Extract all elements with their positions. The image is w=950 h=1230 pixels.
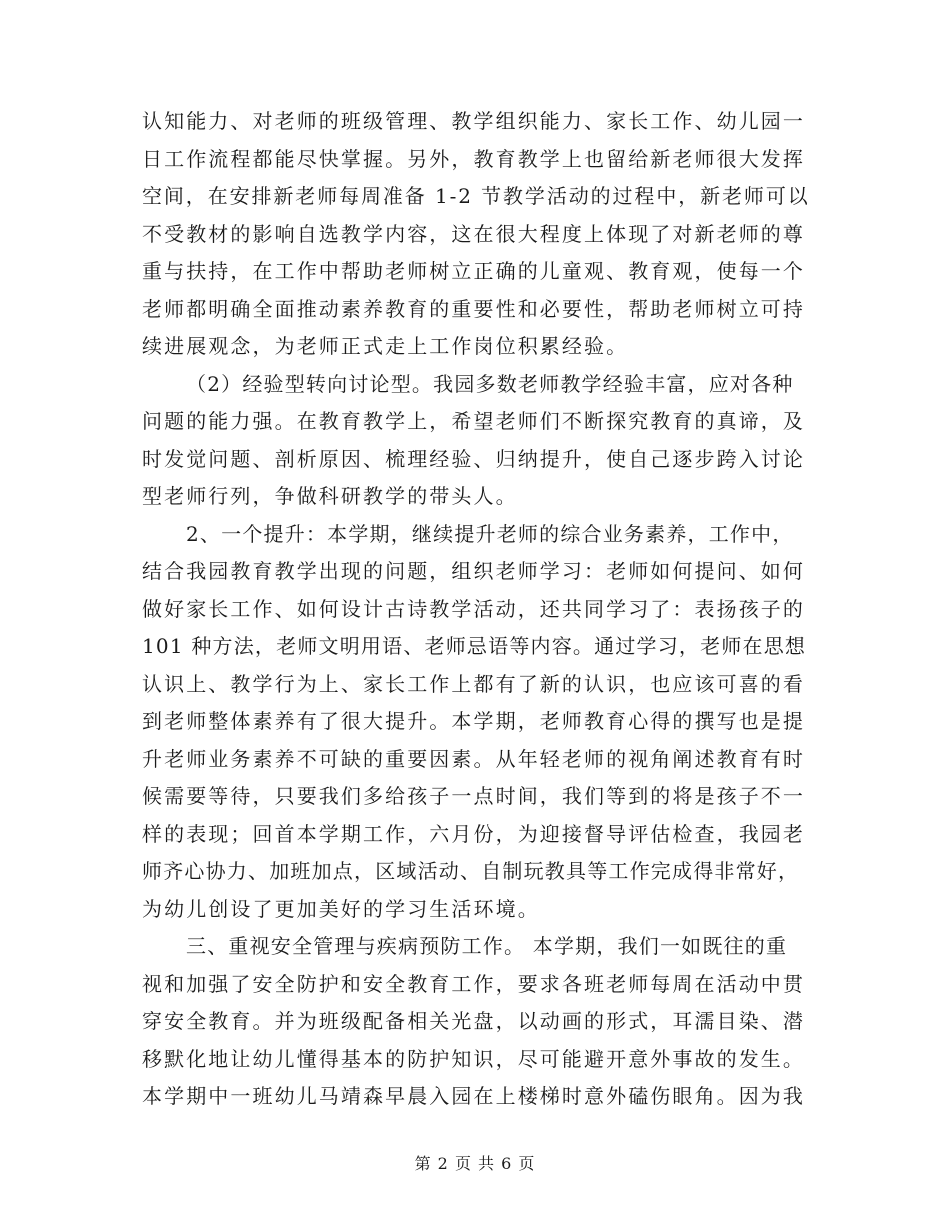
paragraph-start-line: （2）经验型转向讨论型。我园多数老师教学经验丰富，应对各种: [186, 371, 794, 396]
text-line: 续进展观念，为老师正式走上工作岗位积累经验。: [142, 334, 629, 358]
text-line: 穿安全教育。并为班级配备相关光盘，以动画的形式，耳濡目染、潜: [142, 1009, 805, 1033]
text-line: 本学期中一班幼儿马靖森早晨入园在上楼梯时意外磕伤眼角。因为我: [142, 1084, 805, 1108]
text-line: 空间，在安排新老师每周准备 1-2 节教学活动的过程中，新老师可以: [142, 184, 810, 208]
text-line: 结合我园教育教学出现的问题，组织老师学习：老师如何提问、如何: [142, 559, 805, 583]
paragraph-start-line: 三、重视安全管理与疾病预防工作。 本学期，我们一如既往的重: [186, 934, 788, 958]
text-line: 101 种方法，老师文明用语、老师忌语等内容。通过学习，老师在思想: [142, 634, 807, 658]
text-line: 日工作流程都能尽快掌握。另外，教育教学上也留给新老师很大发挥: [142, 146, 805, 171]
text-line: 候需要等待，只要我们多给孩子一点时间，我们等到的将是孩子不一: [142, 784, 805, 808]
text-line: 认识上、教学行为上、家长工作上都有了新的认识，也应该可喜的看: [142, 671, 805, 696]
text-line: 问题的能力强。在教育教学上，希望老师们不断探究教育的真谛，及: [142, 409, 805, 433]
text-line: 型老师行列，争做科研教学的带头人。: [142, 484, 518, 508]
text-line: 到老师整体素养有了很大提升。本学期，老师教育心得的撰写也是提: [142, 709, 805, 733]
text-line: 师齐心协力、加班加点，区域活动、自制玩教具等工作完成得非常好，: [142, 859, 800, 883]
text-line: 样的表现；回首本学期工作，六月份，为迎接督导评估检查，我园老: [142, 821, 805, 846]
text-line: 老师都明确全面推动素养教育的重要性和必要性，帮助老师树立可持: [142, 296, 805, 321]
text-line: 为幼儿创设了更加美好的学习生活环境。: [142, 896, 540, 921]
text-line: 不受教材的影响自选教学内容，这在很大程度上体现了对新老师的尊: [142, 221, 805, 246]
page-number-footer: 第 2 页 共 6 页: [414, 1154, 536, 1173]
text-line: 升老师业务素养不可缺的重要因素。从年轻老师的视角阐述教育有时: [142, 746, 805, 771]
text-line: 移默化地让幼儿懂得基本的防护知识，尽可能避开意外事故的发生。: [142, 1046, 805, 1071]
text-line: 做好家长工作、如何设计古诗教学活动，还共同学习了：表扬孩子的: [142, 596, 805, 621]
text-line: 时发觉问题、剖析原因、梳理经验、归纳提升，使自己逐步跨入讨论: [142, 446, 805, 471]
text-line: 重与扶持，在工作中帮助老师树立正确的儿童观、教育观，使每一个: [142, 259, 805, 283]
text-line: 视和加强了安全防护和安全教育工作，要求各班老师每周在活动中贯: [142, 971, 805, 996]
text-line: 认知能力、对老师的班级管理、教学组织能力、家长工作、幼儿园一: [142, 109, 805, 133]
paragraph-start-line: 2、一个提升：本学期，继续提升老师的综合业务素养，工作中，: [186, 521, 794, 546]
document-body: [142, 103, 812, 1116]
